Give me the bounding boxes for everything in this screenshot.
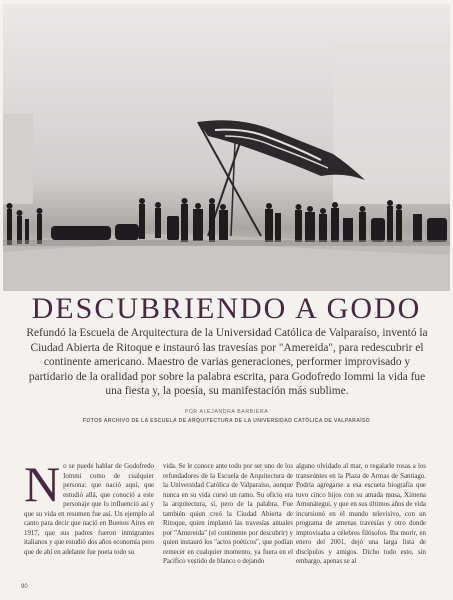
body-text-3: alguno olvidado al mar, o regalarle rosas a los transeúntes en la Plaza de Armas de Santiago. Podría agregarse a esa escueta biografía que tuvo cinco hijos con su amada musa, Ximena Amunátegui, y que en sus últimos años de vida incursionó en el mundo televisivo, con un programa de amenas travesías y otro donde improvisaba a célebres filósofos. Iba morir, en enero del 2001, dejó una larga lista de discípulos y amigos. Dicho todo esto, sin embargo, apenas se al: [296, 463, 426, 565]
hero-photo: [3, 4, 450, 291]
body-text-2: vida. Se le conoce ante todo por ser uno de los refundadores de la Escuela de Arquitectura de la Universidad Católica de Valparaíso, aunque nunca en su vida cursó un ramo. Su oficio era la arquitectura, sí, pero de la palabra. Fue también quien creó la Ciudad Abierta de Ritoque, quien implantó las travesías anuales por "Amereida" (el continente por descubrir) y quien instauró los "actos poéticos", que podían remecer en cualquier momento, ya fuera en el Pacífico vestido de blanco o dejando: [163, 463, 293, 565]
body-text-1: o se puede hablar de Godofredo Iommi como de cualquier persona: que nació aquí, que estudió allá, que conoció a este personaje que lo influenció así y que su vida en resumen fue así. Un ejemplo al canto para decir que nació en Buenos Aires en 1917, que sus padres fueron inmigrantes italianos y que estudió dos años economía pero que de ahí en adelante fue poeta todo su: [24, 463, 154, 556]
photo-credit: FOTOS ARCHIVO DE LA ESCUELA DE ARQUITECTURA DE LA UNIVERSIDAD CATÓLICA DE VALPARAÍSO: [82, 418, 371, 424]
byline: POR ALEJANDRA BARBIERA: [184, 409, 269, 415]
body-column-2: [163, 462, 293, 567]
article-lede: Refundó la Escuela de Arquitectura de la Universidad Católica de Valparaíso, inventó la Ciudad Abierta de Ritoque e instauró las travesías por "Amereida", para redescubrir el continente americano. Maestro de varias generaciones, performer improvisado y partidario de la oralidad por sobre la palabra escrita, para Godofredo Iommi la vida fue una fiesta y, la poesía, su manifestación más sublime.: [26, 327, 428, 398]
page-number: 90: [21, 584, 28, 590]
body-column-1: [24, 456, 154, 557]
crowd-flag-illustration: [3, 4, 450, 291]
drop-cap: N: [24, 456, 61, 512]
body-column-3: [296, 462, 426, 567]
article-title: DESCUBRIENDO A GODO: [31, 292, 422, 325]
